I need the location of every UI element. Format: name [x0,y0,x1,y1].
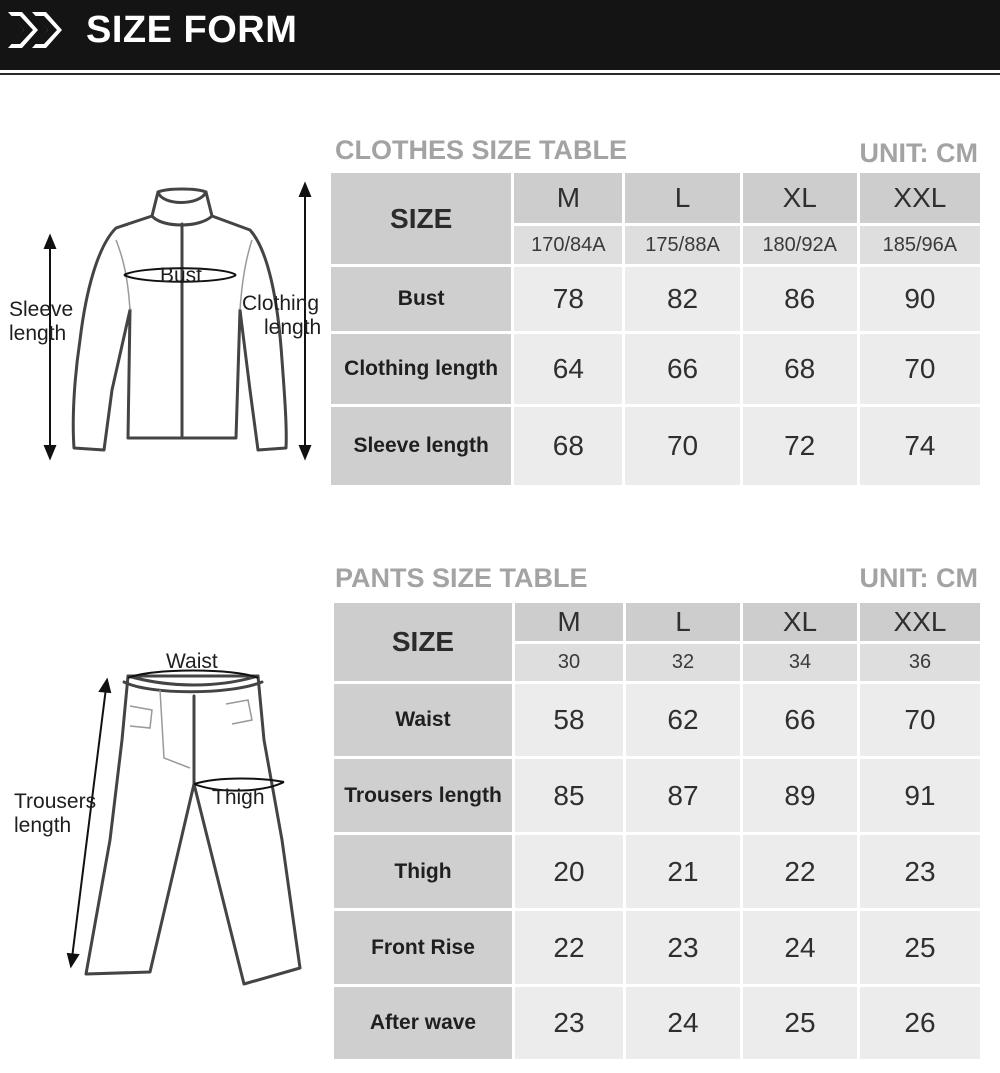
clothes-col-m: M [514,173,622,223]
table-cell: 23 [515,987,623,1059]
table-cell: 24 [626,987,740,1059]
thigh-label: Thigh [212,786,265,809]
table-cell: 90 [860,267,980,331]
pants-col-l-waist: 32 [626,644,740,681]
row-label-sleeve-length: Sleeve length [331,407,511,485]
waist-label: Waist [166,650,218,673]
clothes-col-xl: XL [743,173,857,223]
row-label-trousers-length: Trousers length [334,759,512,832]
clothes-table-title: CLOTHES SIZE TABLE [335,135,628,165]
pants-table-title: PANTS SIZE TABLE [335,563,588,593]
table-cell: 25 [743,987,857,1059]
clothes-col-xxl-height: 185/96A [860,226,980,264]
pants-illustration [0,640,330,1000]
clothing-length-label-line2: length [264,316,322,339]
clothes-col-l: L [625,173,739,223]
pants-col-xl-waist: 34 [743,644,857,681]
table-cell: 23 [860,835,980,908]
table-cell: 78 [514,267,622,331]
table-cell: 21 [626,835,740,908]
clothes-size-table [328,170,983,488]
table-cell: 64 [514,334,622,404]
clothes-col-xl-height: 180/92A [743,226,857,264]
row-label-clothing-length: Clothing length [331,334,511,404]
row-label-waist: Waist [334,684,512,756]
table-row [334,684,980,756]
table-row [331,334,980,404]
sleeve-length-label-line1: Sleeve [9,298,74,321]
jacket-illustration [0,180,330,470]
table-cell: 24 [743,911,857,984]
table-cell: 72 [743,407,857,485]
table-cell: 23 [626,911,740,984]
row-label-front-rise: Front Rise [334,911,512,984]
table-cell: 66 [743,684,857,756]
row-label-bust: Bust [331,267,511,331]
table-cell: 70 [860,334,980,404]
sleeve-length-label-line2: length [9,322,67,345]
table-cell: 68 [743,334,857,404]
table-cell: 85 [515,759,623,832]
table-cell: 58 [515,684,623,756]
table-cell: 91 [860,759,980,832]
table-cell: 20 [515,835,623,908]
table-cell: 74 [860,407,980,485]
pants-col-m-waist: 30 [515,644,623,681]
clothes-col-m-height: 170/84A [514,226,622,264]
clothes-col-xxl: XXL [860,173,980,223]
table-cell: 22 [515,911,623,984]
row-label-thigh: Thigh [334,835,512,908]
table-row [331,267,980,331]
pants-unit-label: UNIT: CM [859,563,978,593]
table-row [334,911,980,984]
pants-col-xxl: XXL [860,603,980,641]
bust-label: Bust [160,264,203,287]
table-cell: 66 [625,334,739,404]
table-cell: 68 [514,407,622,485]
pants-size-table [331,600,983,1062]
pants-col-xxl-waist: 36 [860,644,980,681]
table-cell: 62 [626,684,740,756]
pants-size-header: SIZE [334,603,512,681]
clothes-size-header: SIZE [331,173,511,264]
clothes-unit-label: UNIT: CM [859,138,978,168]
double-chevron-right-icon [6,10,72,50]
pants-col-m: M [515,603,623,641]
table-cell: 82 [625,267,739,331]
table-cell: 86 [743,267,857,331]
header-divider [0,73,1000,75]
table-cell: 89 [743,759,857,832]
table-cell: 26 [860,987,980,1059]
table-row [331,407,980,485]
trousers-length-label-line1: Trousers [14,790,97,813]
clothes-col-l-height: 175/88A [625,226,739,264]
table-row [334,987,980,1059]
table-row [334,759,980,832]
pants-col-l: L [626,603,740,641]
page-title: SIZE FORM [86,9,298,51]
table-cell: 87 [626,759,740,832]
row-label-after-wave: After wave [334,987,512,1059]
clothing-length-label-line1: Clothing [242,292,320,315]
table-row [334,835,980,908]
table-cell: 70 [860,684,980,756]
pants-col-xl: XL [743,603,857,641]
header-bar [0,0,1000,70]
table-cell: 25 [860,911,980,984]
trousers-length-label-line2: length [14,814,72,837]
table-cell: 70 [625,407,739,485]
table-cell: 22 [743,835,857,908]
